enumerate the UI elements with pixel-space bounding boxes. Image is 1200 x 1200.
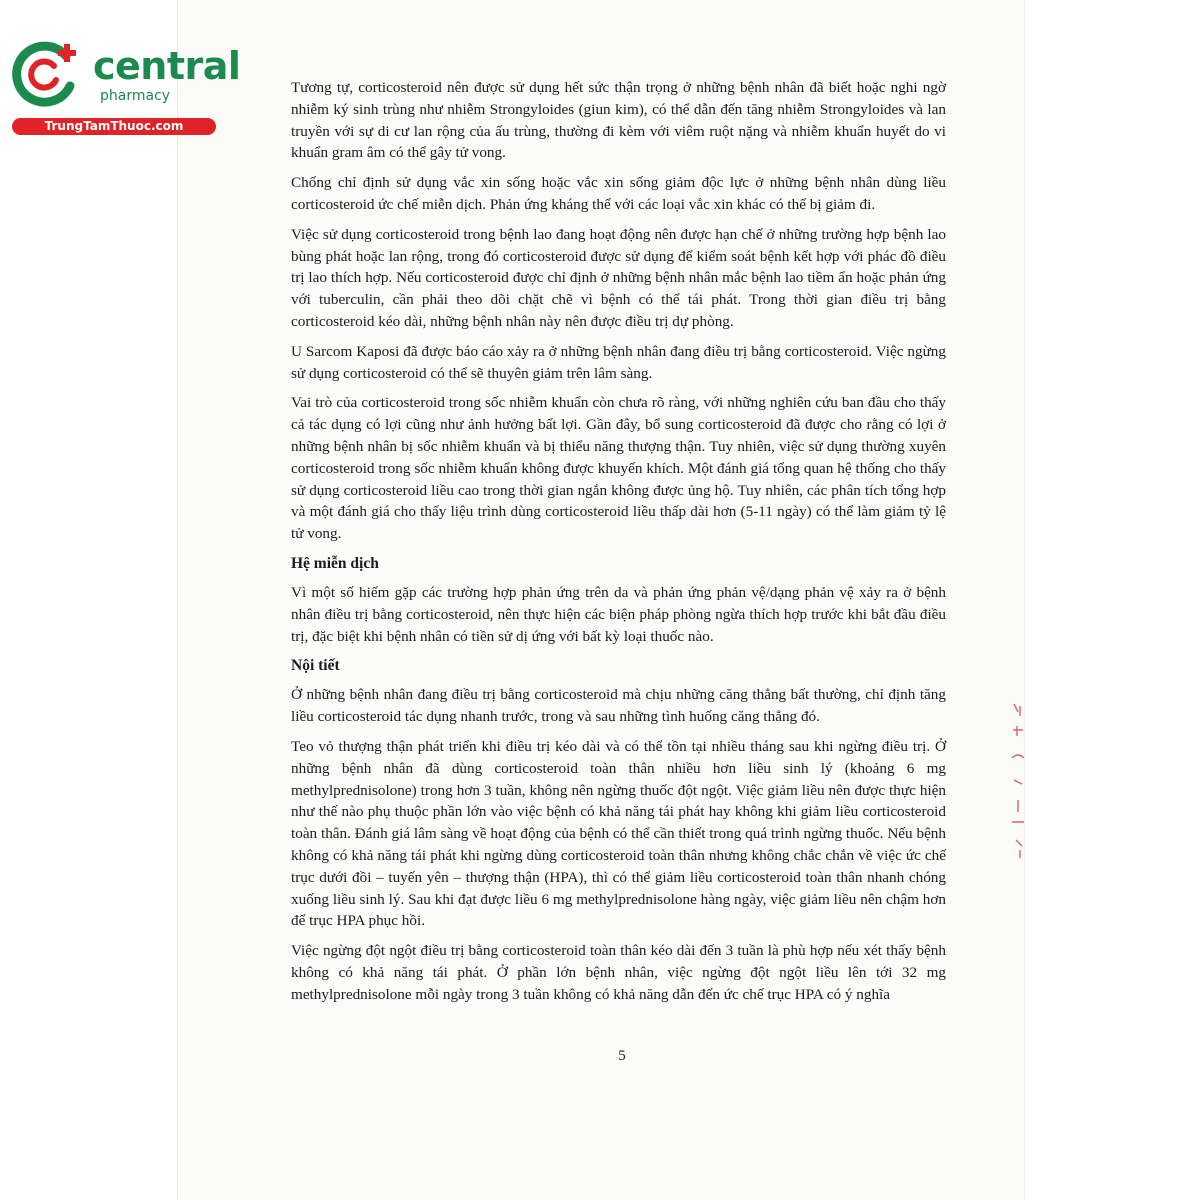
paragraph: Ở những bệnh nhân đang điều trị bằng corticosteroid mà chịu những căng thẳng bất thường, chỉ định tăng liều corticosteroid tác dụng nhanh trước, trong và sau những tình huống căng thẳng đó. <box>291 686 946 726</box>
paragraph: Chống chỉ định sử dụng vắc xin sống hoặc vắc xin sống giảm độc lực ở những bệnh nhân dùng liều corticosteroid ức chế miễn dịch. Phản ứng kháng thể với các loại vắc xin khác có thể bị giảm đi. <box>291 174 946 213</box>
brand-subtitle: pharmacy <box>100 88 171 104</box>
brand-url-badge[interactable]: TrungTamThuoc.com <box>12 118 216 135</box>
paragraph: U Sarcom Kaposi đã được báo cáo xảy ra ở những bệnh nhân đang điều trị bằng corticosteroid. Việc ngừng sử dụng corticosteroid có thể sẽ thuyên giảm trên lâm sàng. <box>291 342 946 382</box>
paragraph: Việc ngừng đột ngột điều trị bằng corticosteroid toàn thân kéo dài đến 3 tuần là phù hợp nếu xét thấy bệnh không có khả năng tái phát. Ở phần lớn bệnh nhân, việc ngừng đột ngột liều lên tới 32 mg methylprednisolone mỗi ngày trong 3 tuần không có khả năng dẫn đến ức chế trục HPA có ý nghĩa <box>291 942 946 1003</box>
central-pharmacy-logo-icon <box>8 36 88 108</box>
section-heading: Nội tiết <box>291 657 340 675</box>
paragraph: Vì một số hiếm gặp các trường hợp phản ứng trên da và phản ứng phản vệ/dạng phản vệ xảy ra ở bệnh nhân điều trị bằng corticosteroid, nên thực hiện các biện pháp phòng ngừa thích hợp trước khi bắt đầu điều trị, đặc biệt khi bệnh nhân có tiền sử dị ứng với bất kỳ loại thuốc nào. <box>291 583 946 645</box>
paragraph: Teo vỏ thượng thận phát triển khi điều trị kéo dài và có thể tồn tại nhiều tháng sau khi ngừng điều trị. Ở những bệnh nhân đã dùng corticosteroid toàn thân nhiều hơn liều sinh lý (khoảng 6 mg methylprednisolone) trong hơn 3 tuần, không nên ngừng thuốc đột ngột. Việc giảm liều nên được thực hiện như thế nào phụ thuộc phần lớn vào việc bệnh có khả năng tái phát hay không khi giảm liều corticosteroid toàn thân. Đánh giá lâm sàng về hoạt động của bệnh có thể cần thiết trong quá trình ngừng thuốc. Nếu bệnh không có khả năng tái phát khi ngừng dùng corticosteroid toàn thân nhưng không chắc chắn về việc ức chế trục dưới đồi – tuyến yên – thượng thận (HPA), thì có thể giảm liều corticosteroid toàn thân nhanh chóng xuống liều sinh lý. Sau khi đạt được liều 6 mg methylprednisolone hàng ngày, việc giảm liều nên chậm hơn để trục HPA phục hồi. <box>291 737 946 930</box>
paragraph: Việc sử dụng corticosteroid trong bệnh lao đang hoạt động nên được hạn chế ở những trường hợp bệnh lao bùng phát hoặc lan rộng, trong đó corticosteroid được sử dụng để kiểm soát bệnh kết hợp với phác đồ điều trị lao thích hợp. Nếu corticosteroid được chỉ định ở những bệnh nhân mắc bệnh lao tiềm ẩn hoặc phản ứng với tuberculin, cần phải theo dõi chặt chẽ vì bệnh có thể tái phát. Trong thời gian điều trị bằng corticosteroid kéo dài, những bệnh nhân này nên được điều trị dự phòng. <box>291 225 946 330</box>
brand-name: central <box>93 44 241 88</box>
section-heading: Hệ miễn dịch <box>291 554 379 572</box>
paragraph: Vai trò của corticosteroid trong sốc nhiễm khuẩn còn chưa rõ ràng, với những nghiên cứu ban đầu cho thấy cả tác dụng có lợi cũng như ảnh hưởng bất lợi. Gần đây, bổ sung corticosteroid đã được cho rằng có lợi ở những bệnh nhân bị sốc nhiễm khuẩn và bị thiểu năng thượng thận. Tuy nhiên, việc sử dụng thường xuyên corticosteroid trong sốc nhiễm khuẩn không được khuyến khích. Một đánh giá tổng quan hệ thống cho thấy sử dụng corticosteroid liều cao trong thời gian ngắn không được ủng hộ. Tuy nhiên, các phân tích tổng hợp và một đánh giá cho thấy liệu trình dùng corticosteroid liều thấp dài hơn (5-11 ngày) có thể làm giảm tỷ lệ tử vong. <box>291 394 946 543</box>
page-number: 5 <box>618 1048 626 1064</box>
red-stamp-mark <box>1008 700 1030 860</box>
brand-logo[interactable] <box>8 36 241 136</box>
document-body <box>291 77 946 1013</box>
paragraph: Tương tự, corticosteroid nên được sử dụng hết sức thận trọng ở những bệnh nhân đã biết hoặc nghi ngờ nhiễm ký sinh trùng như nhiễm Strongyloides (giun kim), có thể dẫn đến tăng nhiễm Strongyloides và lan truyền với sự di cư lan rộng của ấu trùng, thường đi kèm với viêm ruột nặng và nhiễm khuẩn huyết do vi khuẩn gram âm có thể gây tử vong. <box>291 79 946 162</box>
